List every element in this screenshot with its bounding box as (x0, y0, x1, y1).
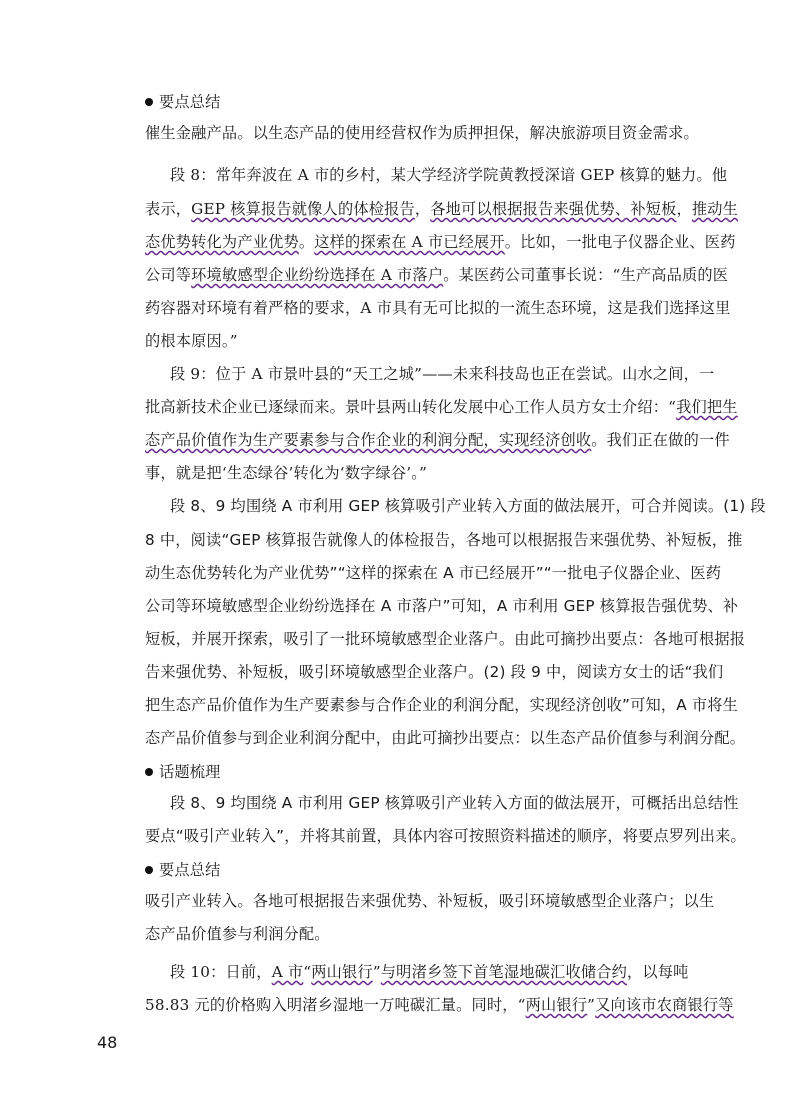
p8-line-6: 的根本原因。” (145, 332, 238, 350)
analysis-line-6: 告来强优势、补短板，吸引环境敏感型企业落户。(2) 段 9 中，阅读方女士的话“我们 (145, 663, 724, 681)
analysis-line-7: 把生态产品价值作为生产要素参与合作企业的利润分配，实现经济创收”可知，A 市将生 (145, 696, 739, 714)
heading-topic-sorting: 话题梳理 (145, 762, 685, 782)
p9-line-3: 态产品价值作为生产要素参与合作企业的利润分配，实现经济创收。我们正在做的一件 (145, 431, 730, 449)
p10-line-1: 段 10：日前，A 市“两山银行”与明渚乡签下首笔湿地碳汇收储合约，以每吨 (170, 963, 689, 981)
analysis-line-2: 8 中，阅读“GEP 核算报告就像人的体检报告，各地可以根据报告来强优势、补短板，推 (145, 531, 743, 549)
analysis-line-3: 动生态优势转化为产业优势”“这样的探索在 A 市已经展开”“一批电子仪器企业、医药 (145, 564, 722, 582)
bullet-dot-icon (145, 768, 153, 776)
p9-line-4: 事，就是把‘生态绿谷’转化为‘数字绿谷’。” (145, 464, 428, 482)
p9-line-1: 段 9：位于 A 市景叶县的“天工之城”——未来科技岛也正在尝试。山水之间，一 (170, 365, 715, 383)
summary-line: 催生金融产品。以生态产品的使用经营权作为质押担保，解决旅游项目资金需求。 (145, 124, 699, 142)
topic-line-2: 要点“吸引产业转入”，并将其前置，具体内容可按照资料描述的顺序，将要点罗列出来。 (145, 827, 746, 845)
bullet-dot-icon (145, 98, 153, 106)
p8-line-2: 表示，GEP 核算报告就像人的体检报告，各地可以根据报告来强优势、补短板，推动生 (145, 200, 739, 218)
p8-line-4: 公司等环境敏感型企业纷纷选择在 A 市落户。某医药公司董事长说：“生产高品质的医 (145, 266, 729, 284)
p10-line-2: 58.83 元的价格购入明渚乡湿地一万吨碳汇量。同时，“两山银行”又向该市农商银行等 (145, 996, 734, 1014)
p8-line-1: 段 8：常年奔波在 A 市的乡村，某大学经济学院黄教授深谙 GEP 核算的魅力。他 (170, 166, 728, 184)
analysis-line-4: 公司等环境敏感型企业纷纷选择在 A 市落户”可知，A 市利用 GEP 核算报告强优势、补 (145, 597, 739, 615)
analysis-line-8: 态产品价值参与到企业利润分配中，由此可摘抄出要点：以生态产品价值参与利润分配。 (145, 729, 746, 747)
p9-line-2: 批高新技术企业已逐绿而来。景叶县两山转化发展中心工作人员方女士介绍：“我们把生 (145, 398, 738, 416)
analysis-line-1: 段 8、9 均围绕 A 市利用 GEP 核算吸引产业转入方面的做法展开，可合并阅读。(1) 段 (170, 497, 766, 515)
topic-line-1: 段 8、9 均围绕 A 市利用 GEP 核算吸引产业转入方面的做法展开，可概括出总结性 (170, 794, 739, 812)
heading-key-points: 要点总结 (145, 92, 685, 112)
summary2-line-1: 吸引产业转入。各地可根据报告来强优势、补短板，吸引环境敏感型企业落户；以生 (145, 892, 715, 910)
bullet-dot-icon (145, 866, 153, 874)
heading-key-points-2: 要点总结 (145, 860, 685, 880)
p8-line-3: 态优势转化为产业优势。这样的探索在 A 市已经展开。比如，一批电子仪器企业、医药 (145, 233, 736, 251)
p8-line-5: 药容器对环境有着严格的要求，A 市具有无可比拟的一流生态环境，这是我们选择这里 (145, 299, 731, 317)
analysis-line-5: 短板，并展开探索，吸引了一批环境敏感型企业落户。由此可摘抄出要点：各地可根据报 (145, 630, 746, 648)
page-number: 48 (97, 1033, 118, 1052)
summary2-line-2: 态产品价值参与利润分配。 (145, 925, 330, 943)
